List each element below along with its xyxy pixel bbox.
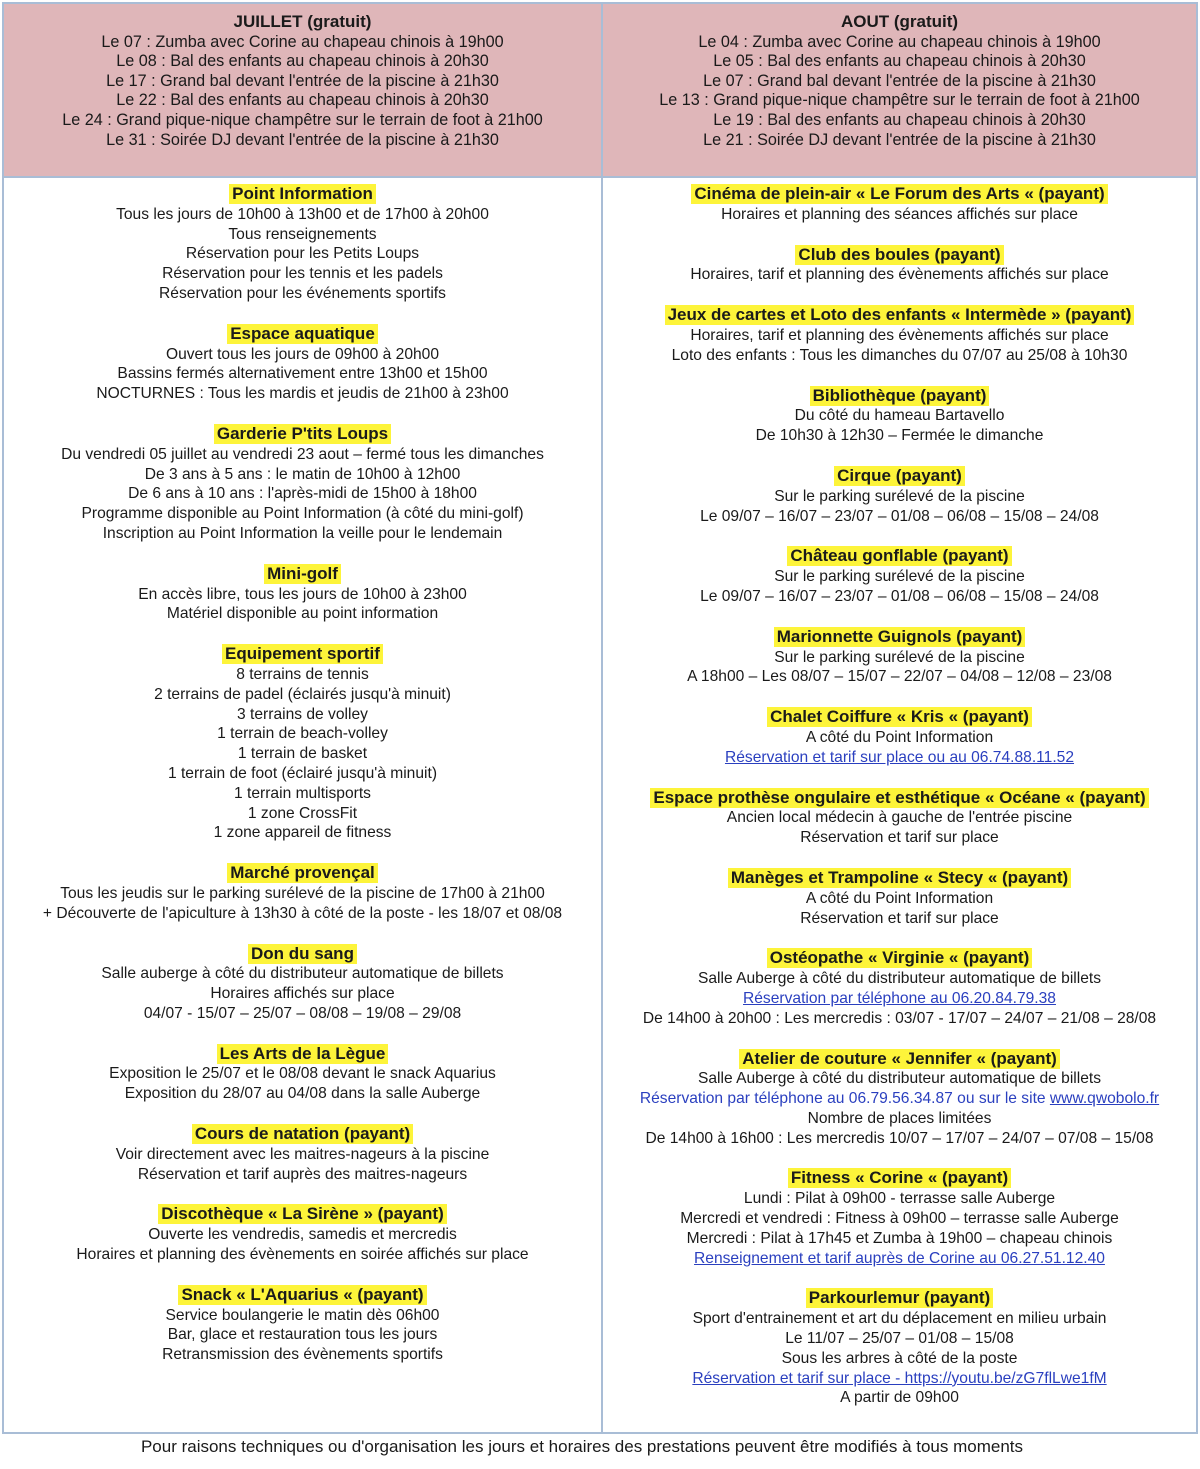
contact-link[interactable]: Réservation et tarif sur place - https://youtu.be/zG7flLwe1fM (692, 1369, 1107, 1387)
info-line: Sur le parking surélevé de la piscine (774, 568, 1025, 586)
info-line: En accès libre, tous les jours de 10h00 à 23h00 (138, 585, 467, 603)
section-title: Manèges et Trampoline « Stecy « (payant) (728, 868, 1071, 888)
footer-note: Pour raisons techniques ou d'organisation les jours et horaires des prestations peuvent être modifiés à tous moments (140, 1437, 1024, 1456)
activity-section (6, 564, 599, 624)
column-divider (601, 2, 603, 1434)
section-title: Cinéma de plein-air « Le Forum des Arts « (payant) (691, 184, 1107, 204)
activity-section (605, 466, 1194, 526)
info-line: Mercredi : Pilat à 17h45 et Zumba à 19h00 – chapeau chinois (686, 1229, 1113, 1247)
event-line: Le 19 : Bal des enfants au chapeau chinois à 20h30 (713, 110, 1086, 129)
info-line: Le 11/07 – 25/07 – 01/08 – 15/08 (785, 1330, 1014, 1348)
section-title: Espace prothèse ongulaire et esthétique « Océane « (payant) (650, 788, 1148, 808)
info-line: Ouvert tous les jours de 09h00 à 20h00 (165, 345, 440, 363)
section-title: Club des boules (payant) (795, 245, 1003, 265)
right-activities-column (605, 184, 1194, 1428)
event-line: Le 17 : Grand bal devant l'entrée de la piscine à 21h30 (106, 71, 499, 90)
section-title: Cirque (payant) (834, 466, 965, 486)
info-line: De 3 ans à 5 ans : le matin de 10h00 à 12h00 (144, 465, 461, 483)
section-title: Discothèque « La Sirène » (payant) (158, 1204, 446, 1224)
event-line: Le 08 : Bal des enfants au chapeau chinois à 20h30 (116, 52, 489, 71)
info-line: + Découverte de l'apiculture à 13h30 à côté de la poste - les 18/07 et 08/08 (42, 904, 563, 922)
info-line: Salle auberge à côté du distributeur automatique de billets (101, 965, 504, 983)
juillet-events (4, 33, 601, 151)
info-line: Horaires et planning des évènements en soirée affichés sur place (76, 1246, 529, 1264)
info-line: 1 zone CrossFit (247, 804, 358, 822)
section-title: Jeux de cartes et Loto des enfants « Intermède » (payant) (665, 305, 1135, 325)
info-line: Sous les arbres à côté de la poste (781, 1349, 1018, 1367)
website-link[interactable]: www.qwobolo.fr (1049, 1090, 1160, 1108)
info-line: De 14h00 à 20h00 : Les mercredis : 03/07 - 17/07 – 24/07 – 21/08 – 28/08 (642, 1009, 1157, 1027)
section-title: Chalet Coiffure « Kris « (payant) (767, 707, 1032, 727)
header-divider (2, 176, 1198, 178)
activity-section (6, 1204, 599, 1264)
info-line: 3 terrains de volley (237, 705, 368, 723)
section-title: Point Information (229, 184, 376, 204)
section-title: Espace aquatique (227, 324, 378, 344)
contact-text: Réservation par téléphone au 06.79.56.34.87 ou sur le site (639, 1090, 1050, 1108)
info-line: Salle Auberge à côté du distributeur automatique de billets (697, 970, 1102, 988)
info-line: Loto des enfants : Tous les dimanches du 07/07 au 25/08 à 10h30 (671, 346, 1128, 364)
info-line: Sur le parking surélevé de la piscine (774, 648, 1025, 666)
activity-section (605, 386, 1194, 446)
info-line: Réservation et tarif auprès des maitres-nageurs (137, 1165, 468, 1183)
info-line: Ouverte les vendredis, samedis et mercredis (148, 1226, 457, 1244)
activity-section (605, 788, 1194, 848)
info-line: Voir directement avec les maitres-nageurs à la piscine (115, 1145, 490, 1163)
info-line: Exposition du 28/07 au 04/08 dans la salle Auberge (124, 1085, 481, 1103)
info-line: Exposition le 25/07 et le 08/08 devant le snack Aquarius (109, 1065, 496, 1083)
section-title: Fitness « Corine « (payant) (788, 1168, 1011, 1188)
info-line: Horaires affichés sur place (210, 985, 395, 1003)
activity-section (605, 707, 1194, 767)
event-line: Le 13 : Grand pique-nique champêtre sur le terrain de foot à 21h00 (659, 91, 1140, 110)
info-line: Matériel disponible au point information (166, 605, 439, 623)
info-line: Réservation pour les tennis et les padels (162, 265, 443, 283)
activity-section (605, 627, 1194, 687)
section-title: Cours de natation (payant) (192, 1124, 413, 1144)
info-line: 1 terrain multisports (234, 784, 371, 802)
info-line: Retransmission des évènements sportifs (162, 1346, 443, 1364)
info-line: 2 terrains de padel (éclairés jusqu'à minuit) (154, 685, 451, 703)
activity-section (6, 1124, 599, 1184)
info-line: 1 terrain de beach-volley (217, 725, 388, 743)
activity-section (6, 1044, 599, 1104)
activity-section (605, 184, 1194, 225)
info-line: Du vendredi 05 juillet au vendredi 23 aout – fermé tous les dimanches (61, 445, 544, 463)
info-line: Bar, glace et restauration tous les jours (167, 1326, 438, 1344)
info-line: Le 09/07 – 16/07 – 23/07 – 01/08 – 06/08 – 15/08 – 24/08 (700, 587, 1099, 605)
info-line: 1 zone appareil de fitness (213, 824, 392, 842)
contact-link[interactable] (605, 1089, 1194, 1109)
info-line: Réservation et tarif sur place (800, 829, 999, 847)
activity-section (6, 324, 599, 404)
info-line: Mercredi et vendredi : Fitness à 09h00 – terrasse salle Auberge (680, 1210, 1119, 1228)
info-line: De 14h00 à 16h00 : Les mercredis 10/07 – 17/07 – 24/07 – 07/08 – 15/08 (645, 1129, 1154, 1147)
info-line: Inscription au Point Information la veille pour le lendemain (102, 524, 503, 542)
section-title: Bibliothèque (payant) (810, 386, 990, 406)
aout-events (603, 33, 1196, 151)
info-line: 1 terrain de foot (éclairé jusqu'à minuit) (167, 764, 438, 782)
info-line: A côté du Point Information (805, 889, 994, 907)
activity-section (6, 424, 599, 544)
section-title: Equipement sportif (222, 644, 383, 664)
info-line: Tous les jeudis sur le parking surélevé de la piscine de 17h00 à 21h00 (60, 884, 545, 902)
aout-title: AOUT (gratuit) (840, 12, 959, 31)
activity-section (605, 1168, 1194, 1268)
info-line: Horaires et planning des séances affichés sur place (721, 205, 1078, 223)
activity-section (605, 1049, 1194, 1149)
info-line: Sur le parking surélevé de la piscine (774, 487, 1025, 505)
info-line: 8 terrains de tennis (236, 665, 369, 683)
section-title: Marché provençal (227, 863, 378, 883)
contact-link[interactable]: Réservation et tarif sur place ou au 06.74.88.11.52 (724, 748, 1075, 766)
activity-section (6, 184, 599, 304)
info-line: Service boulangerie le matin dès 06h00 (165, 1306, 440, 1324)
activity-section (605, 868, 1194, 928)
section-title: Ostéopathe « Virginie « (payant) (767, 948, 1032, 968)
event-line: Le 24 : Grand pique-nique champêtre sur le terrain de foot à 21h00 (62, 110, 543, 129)
info-line: Nombre de places limitées (807, 1109, 992, 1127)
info-line: De 6 ans à 10 ans : l'après-midi de 15h00 à 18h00 (128, 485, 477, 503)
aout-panel (603, 4, 1196, 176)
section-title: Garderie P'tits Loups (214, 424, 391, 444)
event-line: Le 21 : Soirée DJ devant l'entrée de la piscine à 21h30 (703, 130, 1096, 149)
activity-section (6, 1285, 599, 1365)
activity-section (605, 1288, 1194, 1408)
juillet-title: JUILLET (gratuit) (233, 12, 372, 31)
info-line: Réservation pour les Petits Loups (185, 245, 420, 263)
info-line: Bassins fermés alternativement entre 13h00 et 15h00 (117, 365, 488, 383)
info-line: 04/07 - 15/07 – 25/07 – 08/08 – 19/08 – 29/08 (143, 1004, 462, 1022)
info-line: Réservation pour les événements sportifs (159, 284, 446, 302)
info-line: Sport d'entrainement et art du déplacement en milieu urbain (692, 1310, 1107, 1328)
info-line: Du côté du hameau Bartavello (794, 407, 1005, 425)
info-line: Tous les jours de 10h00 à 13h00 et de 17h00 à 20h00 (116, 205, 489, 223)
info-line: Horaires, tarif et planning des évènements affichés sur place (690, 266, 1109, 284)
section-title: Mini-golf (264, 564, 341, 584)
info-line: 1 terrain de basket (237, 745, 368, 763)
section-title: Marionnette Guignols (payant) (774, 627, 1026, 647)
info-line: A côté du Point Information (805, 728, 994, 746)
activity-section (605, 948, 1194, 1028)
section-title: Les Arts de la Lègue (217, 1044, 389, 1064)
info-line: Lundi : Pilat à 09h00 - terrasse salle Auberge (743, 1190, 1056, 1208)
contact-link[interactable]: Réservation par téléphone au 06.20.84.79.38 (743, 989, 1056, 1007)
info-line: A partir de 09h00 (840, 1389, 959, 1407)
event-line: Le 04 : Zumba avec Corine au chapeau chinois à 19h00 (698, 32, 1101, 51)
info-line: Programme disponible au Point Information (à côté du mini-golf) (81, 505, 524, 523)
info-line: A 18h00 – Les 08/07 – 15/07 – 22/07 – 04/08 – 12/08 – 23/08 (687, 668, 1112, 686)
event-line: Le 22 : Bal des enfants au chapeau chinois à 20h30 (116, 91, 489, 110)
info-line: Ancien local médecin à gauche de l'entrée piscine (726, 809, 1073, 827)
activity-section (6, 644, 599, 843)
juillet-panel (4, 4, 601, 176)
activity-section (6, 863, 599, 923)
activity-section (605, 245, 1194, 286)
event-line: Le 05 : Bal des enfants au chapeau chinois à 20h30 (713, 52, 1086, 71)
section-title: Snack « L'Aquarius « (payant) (178, 1285, 426, 1305)
left-activities-column (6, 184, 599, 1385)
event-line: Le 31 : Soirée DJ devant l'entrée de la piscine à 21h30 (106, 130, 499, 149)
info-line: Le 09/07 – 16/07 – 23/07 – 01/08 – 06/08 – 15/08 – 24/08 (700, 507, 1099, 525)
info-line: Salle Auberge à côté du distributeur automatique de billets (697, 1070, 1102, 1088)
event-line: Le 07 : Grand bal devant l'entrée de la piscine à 21h30 (703, 71, 1096, 90)
info-line: Réservation et tarif sur place (800, 909, 999, 927)
section-title: Château gonflable (payant) (787, 546, 1011, 566)
info-line: De 10h30 à 12h30 – Fermée le dimanche (755, 427, 1044, 445)
info-line: NOCTURNES : Tous les mardis et jeudis de 21h00 à 23h00 (96, 385, 509, 403)
section-title: Don du sang (248, 944, 357, 964)
info-line: Horaires, tarif et planning des évènements affichés sur place (690, 326, 1109, 344)
activity-section (605, 546, 1194, 606)
activity-section (605, 305, 1194, 365)
info-line: Tous renseignements (228, 225, 377, 243)
event-line: Le 07 : Zumba avec Corine au chapeau chinois à 19h00 (101, 32, 504, 51)
section-title: Atelier de couture « Jennifer « (payant) (739, 1049, 1060, 1069)
activity-section (6, 944, 599, 1024)
contact-link[interactable]: Renseignement et tarif auprès de Corine au 06.27.51.12.40 (694, 1249, 1105, 1267)
section-title: Parkourlemur (payant) (806, 1288, 993, 1308)
